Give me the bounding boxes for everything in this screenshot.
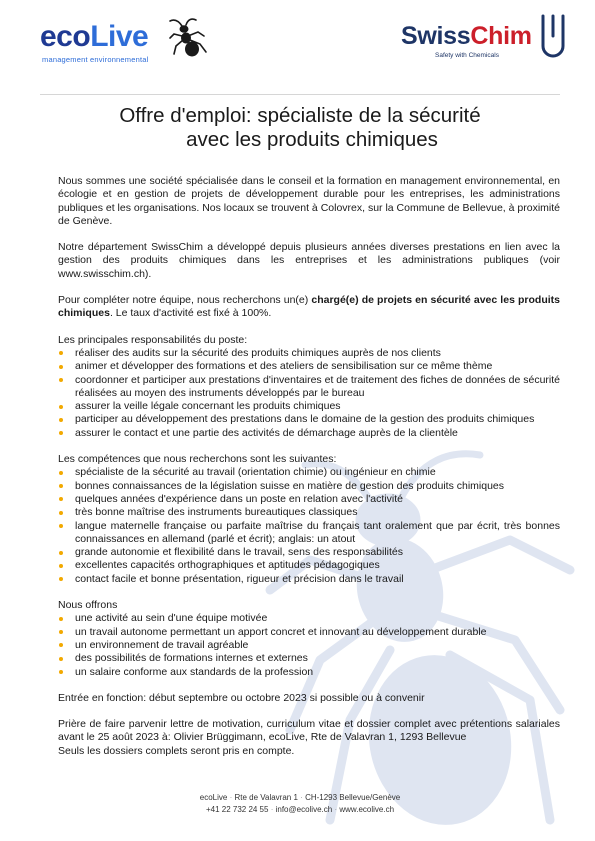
intro-paragraph-department: Notre département SwissChim a développé depuis plusieurs années diverses prestations en lien avec la gestion des produits chimiques dans les entreprises et les administrations publiques (voir www.swisschim.ch). [58,241,560,280]
header-divider [40,94,560,95]
skills-list [58,466,560,586]
list-item: une activité au sein d'une équipe motivée [58,612,560,625]
footer-phone: +41 22 732 24 55 [205,805,269,814]
ecolive-wordmark-live: Live [90,20,149,53]
footer-street: Rte de Valavran 1 [234,793,298,802]
start-date-paragraph: Entrée en fonction: début septembre ou octobre 2023 si possible ou à convenir [58,691,425,704]
offer-heading: Nous offrons [58,599,118,612]
list-item: coordonner et participer aux prestations d'inventaires et de traitement des fiches de données de sécurité réalisées au moyen des instruments développés par le bureau [58,374,560,401]
list-item: animer et développer des formations et des ateliers de sensibilisation sur ce même thème [58,360,560,373]
footer-website-link[interactable]: www.ecolive.ch [339,805,395,814]
swisschim-wordmark-chim: Chim [470,22,532,50]
list-item: assurer la veille légale concernant les produits chimiques [58,400,560,413]
ecolive-ant-logo-icon [168,16,212,58]
position-intro-text: Pour compléter notre équipe, nous recherchons un(e) [58,294,312,307]
swisschim-flask-icon [531,14,571,64]
application-paragraph: Prière de faire parvenir lettre de motivation, curriculum vitae et dossier complet avec prétentions salariales avant le 25 août 2023 à: Olivier Brüggimann, ecoLive, Rte de Valavran 1, 1293 Bellevue [58,718,560,744]
complete-dossiers-note: Seuls les dossiers complets seront pris en compte. [58,744,295,757]
footer-separator: · [334,805,338,814]
list-item: réaliser des audits sur la sécurité des produits chimiques auprès de nos clients [58,347,560,360]
list-item: grande autonomie et flexibilité dans le travail, sens des responsabilités [58,546,560,559]
footer-address-line [40,792,560,804]
skills-heading: Les compétences que nous recherchons sont les suivantes: [58,453,337,466]
footer-separator: · [270,805,274,814]
list-item: excellentes capacités orthographiques et aptitudes pédagogiques [58,559,560,572]
footer-company: ecoLive [199,793,228,802]
footer-email-link[interactable]: info@ecolive.ch [275,805,333,814]
footer-separator: · [300,793,303,802]
page-footer [40,792,560,816]
list-item: un environnement de travail agréable [58,639,560,652]
footer-city: CH-1293 Bellevue/Genève [305,793,401,802]
responsibilities-heading: Les principales responsabilités du poste: [58,333,248,346]
page-title [40,104,560,152]
intro-paragraph-position [58,294,560,321]
list-item: un salaire conforme aux standards de la profession [58,666,560,679]
list-item: participer au développement des prestations dans le domaine de la gestion des produits chimiques [58,413,560,426]
position-title: chargé(e) de projets en sécurité avec les produits chimiques [58,294,560,320]
list-item: très bonne maîtrise des instruments bureautiques classiques [58,506,560,519]
list-item: spécialiste de la sécurité au travail (orientation chimie) ou ingénieur en chimie [58,466,560,479]
swisschim-wordmark-swiss: Swiss [401,22,471,50]
job-offer-body [58,175,560,771]
footer-separator: · [229,793,233,802]
responsibilities-list [58,347,560,440]
list-item: assurer le contact et une partie des activités de démarchage auprès de la clientèle [58,427,560,440]
title-line-1: Offre d'emploi: spécialiste de la sécurité [119,104,481,127]
swisschim-wordmark [401,22,532,51]
list-item: quelques années d'expérience dans un poste en relation avec l'activité [58,493,560,506]
list-item: un travail autonome permettant un apport concret et innovant au développement durable [58,626,560,639]
ecolive-logo [40,16,210,64]
position-rate-text: . Le taux d'activité est fixé à 100%. [109,307,272,320]
swisschim-logo [395,14,575,66]
offer-list [58,612,560,678]
title-line-2: avec les produits chimiques [186,128,438,151]
ecolive-wordmark-eco: eco [40,20,91,53]
list-item: bonnes connaissances de la législation suisse en matière de gestion des produits chimiques [58,480,560,493]
ecolive-wordmark [40,20,148,54]
footer-contact-line [40,804,560,816]
swisschim-tagline: Safety with Chemicals [435,52,499,59]
intro-paragraph-company: Nous sommes une société spécialisée dans le conseil et la formation en management environnemental, en écologie et en gestion de projets de développement durable pour les entreprises, les administrations publiques et les organisations. Nos locaux se trouvent à Colovrex, sur la Commune de Bellevue, à proximité de Genève. [58,175,560,227]
list-item: langue maternelle française ou parfaite maîtrise du français tant oralement que par écrit, très bonnes connaissances en allemand (parlé et écrit); anglais: un atout [58,520,560,547]
list-item: contact facile et bonne présentation, rigueur et précision dans le travail [58,573,560,586]
list-item: des possibilités de formations internes et externes [58,652,560,665]
ecolive-tagline: management environnemental [42,55,149,64]
